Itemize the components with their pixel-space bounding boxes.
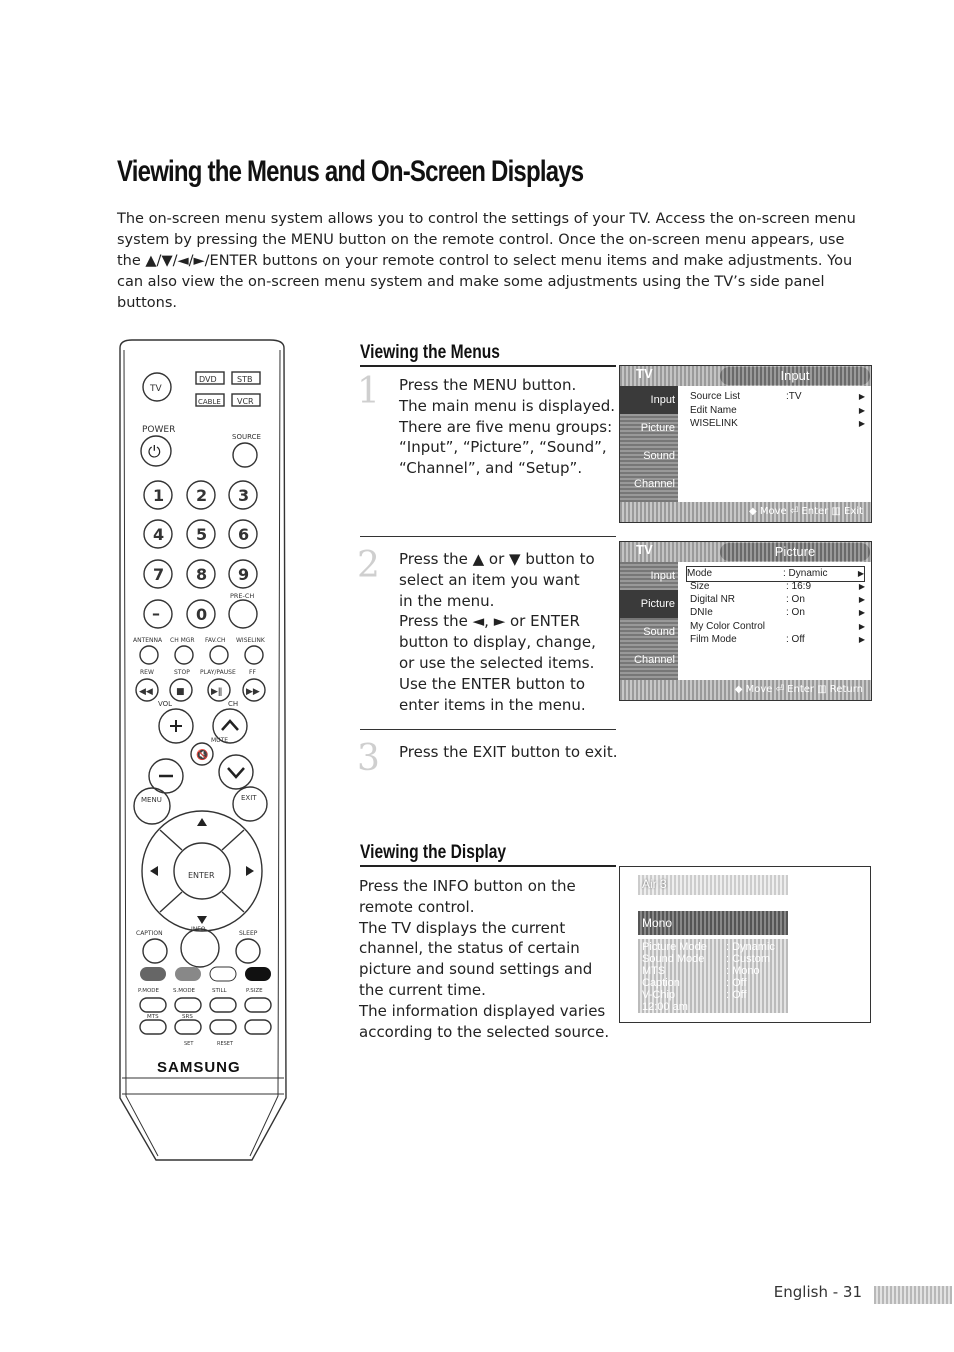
remote-p-mode-label: P.MODE	[138, 988, 159, 994]
osd-footer: ◆ Move ⏎ Enter ▥ Exit	[620, 502, 871, 522]
info-audio-mode: Mono	[642, 916, 673, 930]
osd-input-menu	[619, 365, 872, 523]
fav-ch-button	[210, 646, 228, 664]
intro-paragraph: The on-screen menu system allows you to control the settings of your TV. Access the on-screen menu system by pressing the MENU button on the remote control. Once the on-screen menu appears, use the ▲/▼/◄/►/ENTER buttons on your remote control to select menu items and make adjustments. You can also view the on-screen menu system and make some adjustments using the TV’s side panel buttons.	[117, 211, 856, 311]
remote-digit-2: 2	[196, 486, 208, 505]
sleep-button	[236, 939, 260, 963]
info-row: V-Chip : Off	[642, 989, 747, 1001]
section-title-viewing-display: Viewing the Display	[360, 842, 507, 863]
page-number: English - 31	[773, 1283, 862, 1301]
remote-control-illustration	[112, 338, 292, 1168]
remote-cable-label: CABLE	[198, 398, 221, 406]
ch-down-button	[219, 755, 253, 789]
remote-info-label: INFO	[191, 926, 206, 933]
svg-text:▶▶: ▶▶	[246, 687, 260, 697]
still-button	[210, 967, 236, 981]
s-mode-button	[175, 967, 201, 981]
info-row: 12:00 am	[642, 1001, 688, 1013]
osd-menu-picture: Picture	[620, 590, 678, 618]
remote-digit-1: 1	[153, 486, 165, 505]
remote-set-label: SET	[184, 1041, 194, 1047]
info-button	[181, 929, 219, 967]
svg-text:▶ǁ: ▶ǁ	[211, 687, 223, 697]
osd-menu-input: Input	[620, 386, 678, 414]
remote-p-size-label: P.SIZE	[246, 988, 263, 994]
source-button	[233, 443, 257, 467]
remote-digit-4: 4	[153, 525, 165, 544]
section-title-viewing-menus: Viewing the Menus	[360, 342, 500, 363]
remote-wiselink-label: WISELINK	[236, 637, 265, 644]
osd-menu-input: Input	[650, 570, 675, 582]
srs-button	[175, 998, 201, 1012]
remote-digit-5: 5	[196, 525, 208, 544]
osd-tv-label: TV	[636, 366, 653, 381]
remote-ff-label: FF	[249, 669, 256, 676]
viewing-display-text: Press the INFO button on the remote control. The TV displays the current channel, the status of certain picture and sound settings and the current time. The information displayed varies according to the selected source.	[359, 877, 610, 1041]
remote-digit-0: 0	[196, 605, 208, 624]
remote-s-mode-label: S.MODE	[173, 988, 196, 994]
osd-menu-picture: Picture	[640, 422, 675, 434]
osd-header: Picture	[720, 543, 870, 561]
osd-picture-menu	[619, 541, 872, 701]
step-number-1: 1	[357, 371, 380, 412]
osd-row: Film Mode : Off ▶	[690, 634, 865, 645]
remote-dvd-label: DVD	[199, 375, 217, 384]
power-icon: ⏻	[148, 442, 161, 461]
osd-row: Size : 16:9 ▶	[690, 581, 865, 592]
mute-icon: 🔇	[196, 750, 209, 761]
antenna-button	[140, 646, 158, 664]
osd-header: Input	[720, 367, 870, 385]
menu-button	[134, 788, 170, 824]
wiselink-button	[245, 646, 263, 664]
left-arrow-icon	[150, 866, 158, 876]
remote-source-label: SOURCE	[232, 433, 261, 441]
step-2-text: Press the ▲ or ▼ button to select an item you want in the menu. Press the ◄, ► or ENTER button to display, change, or use the selected items. Use the ENTER button to enter items in the menu.	[399, 550, 596, 714]
svg-text:◀◀: ◀◀	[139, 687, 153, 697]
pre-ch-button	[229, 600, 257, 628]
remote-brand-logo: SAMSUNG	[157, 1059, 241, 1076]
ch-mgr-button	[175, 646, 193, 664]
svg-text:–: –	[152, 604, 160, 623]
osd-footer: ◆ Move ⏎ Enter ▥ Return	[620, 680, 871, 700]
remote-reset-label: RESET	[217, 1041, 234, 1047]
remote-caption-label: CAPTION	[136, 930, 163, 937]
remote-digit-7: 7	[153, 565, 165, 584]
p-size-button	[245, 967, 271, 981]
remote-power-label: POWER	[142, 425, 176, 435]
info-channel-bar	[638, 875, 788, 895]
osd-sidebar	[620, 386, 678, 502]
mts-button	[140, 998, 166, 1012]
remote-tv-label: TV	[150, 384, 162, 394]
info-display-screen	[619, 866, 871, 1023]
info-mode-bar	[638, 911, 788, 935]
remote-ch-label: CH	[228, 700, 239, 708]
up-arrow-icon	[197, 818, 207, 826]
osd-tv-label: TV	[636, 542, 653, 557]
osd-row: Edit Name ▶	[690, 405, 865, 416]
step-divider	[360, 729, 616, 730]
remote-srs-label: SRS	[182, 1014, 193, 1020]
svg-text:■: ■	[176, 687, 185, 697]
page-title: Viewing the Menus and On-Screen Displays	[117, 155, 584, 188]
down-arrow-icon	[197, 916, 207, 924]
exit-button	[233, 787, 267, 821]
info-row: Caption : Off	[642, 977, 747, 989]
remote-digit-3: 3	[238, 486, 250, 505]
info-channel: Air 3	[642, 877, 667, 891]
osd-menu-channel: Channel	[634, 654, 675, 666]
remote-sleep-label: SLEEP	[239, 930, 258, 937]
remote-vol-label: VOL	[158, 700, 173, 708]
osd-row: My Color Control ▶	[690, 621, 865, 632]
osd-menu-sound: Sound	[643, 450, 675, 462]
remote-stop-label: STOP	[174, 669, 190, 676]
remote-enter-label: ENTER	[188, 871, 215, 880]
remote-ch-mgr-label: CH MGR	[170, 637, 195, 644]
remote-rew-label: REW	[140, 669, 154, 676]
section-rule	[360, 365, 616, 367]
section-rule	[360, 865, 616, 867]
right-arrow-icon	[246, 866, 254, 876]
remote-vcr-label: VCR	[237, 397, 254, 406]
p-mode-button	[140, 967, 166, 981]
step-3-text: Press the EXIT button to exit.	[399, 743, 618, 761]
osd-row-selected: Mode : Dynamic ▶	[686, 566, 865, 582]
step-1-text: Press the MENU button. The main menu is displayed. There are five menu groups: “Input”, “Picture”, “Sound”, “Channel”, and “Setup”.	[399, 376, 616, 478]
footer-decorative-bar	[874, 1286, 952, 1304]
remote-fav-ch-label: FAV.CH	[205, 637, 226, 644]
remote-pre-ch-label: PRE-CH	[230, 592, 255, 600]
remote-digit-8: 8	[196, 565, 208, 584]
remote-digit-6: 6	[238, 525, 250, 544]
step-divider	[360, 536, 616, 537]
remote-stb-label: STB	[237, 375, 253, 384]
step-number-3: 3	[357, 738, 380, 779]
remote-still-label: STILL	[212, 988, 227, 994]
remote-mute-label: MUTE	[211, 737, 229, 744]
remote-play-label: PLAY/PAUSE	[200, 669, 236, 676]
remote-digit-9: 9	[238, 565, 250, 584]
osd-row: DNIe : On ▶	[690, 607, 865, 618]
osd-row: Digital NR : On ▶	[690, 594, 865, 605]
info-row: MTS : Mono	[642, 965, 760, 977]
osd-sidebar	[620, 562, 678, 680]
caption-button	[143, 939, 167, 963]
info-row: Sound Mode : Custom	[642, 953, 771, 965]
osd-row: Source List :TV ▶	[690, 391, 865, 402]
remote-mts-label: MTS	[147, 1014, 159, 1020]
osd-menu-channel: Channel	[634, 478, 675, 490]
osd-menu-sound: Sound	[643, 626, 675, 638]
remote-exit-label: EXIT	[241, 794, 257, 802]
remote-menu-label: MENU	[141, 796, 162, 804]
info-row: Picture Mode : Dynamic	[642, 941, 775, 953]
osd-row: WISELINK ▶	[690, 418, 865, 429]
step-number-2: 2	[357, 545, 380, 586]
remote-antenna-label: ANTENNA	[133, 637, 163, 644]
